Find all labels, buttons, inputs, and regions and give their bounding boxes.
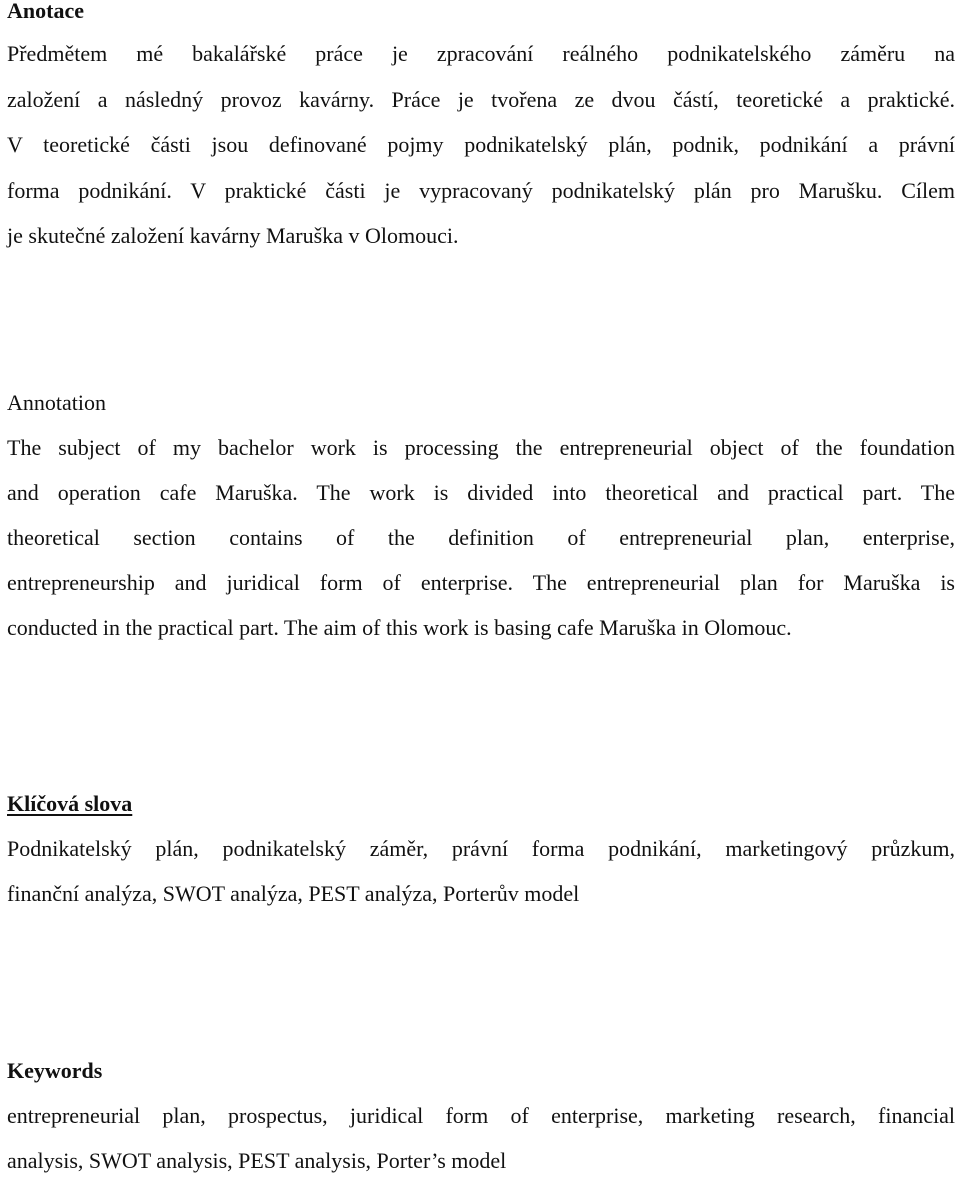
klicova-slova-line: Podnikatelský plán, podnikatelský záměr, právní forma podnikání, marketingový průzkum, [7,836,955,861]
klicova-slova-line: finanční analýza, SWOT analýza, PEST analýza, Porterův model [7,881,580,906]
keywords-line: entrepreneurial plan, prospectus, juridical form of enterprise, marketing research, financial [7,1103,955,1128]
klicova-slova-heading: Klíčová slova [7,791,133,816]
annotation-line: entrepreneurship and juridical form of enterprise. The entrepreneurial plan for Maruška is [7,570,955,595]
anotace-line: Předmětem mé bakalářské práce je zpracování reálného podnikatelského záměru na [7,41,955,66]
annotation-paragraph [7,425,955,650]
anotace-paragraph [7,31,955,259]
annotation-heading: Annotation [7,390,106,415]
anotace-line: forma podnikání. V praktické části je vypracovaný podnikatelský plán pro Marušku. Cílem [7,177,955,203]
anotace-heading: Anotace [7,0,84,23]
keywords-heading: Keywords [7,1058,103,1083]
annotation-line: and operation cafe Maruška. The work is divided into theoretical and practical part. The [7,480,955,505]
annotation-line: theoretical section contains of the definition of entrepreneurial plan, enterprise, [7,525,955,550]
annotation-line: The subject of my bachelor work is processing the entrepreneurial object of the foundation [7,435,955,460]
keywords-line: analysis, SWOT analysis, PEST analysis, Porter’s model [7,1148,507,1173]
anotace-line: V teoretické části jsou definované pojmy podnikatelský plán, podnik, podnikání a právní [7,132,955,157]
annotation-line: conducted in the practical part. The aim of this work is basing cafe Maruška in Olomouc. [7,615,792,640]
anotace-line: je skutečné založení kavárny Maruška v Olomouci. [7,223,459,248]
anotace-line: založení a následný provoz kavárny. Práce je tvořena ze dvou částí, teoretické a praktické. [7,86,955,112]
keywords-paragraph [7,1093,955,1183]
klicova-slova-paragraph [7,826,955,916]
